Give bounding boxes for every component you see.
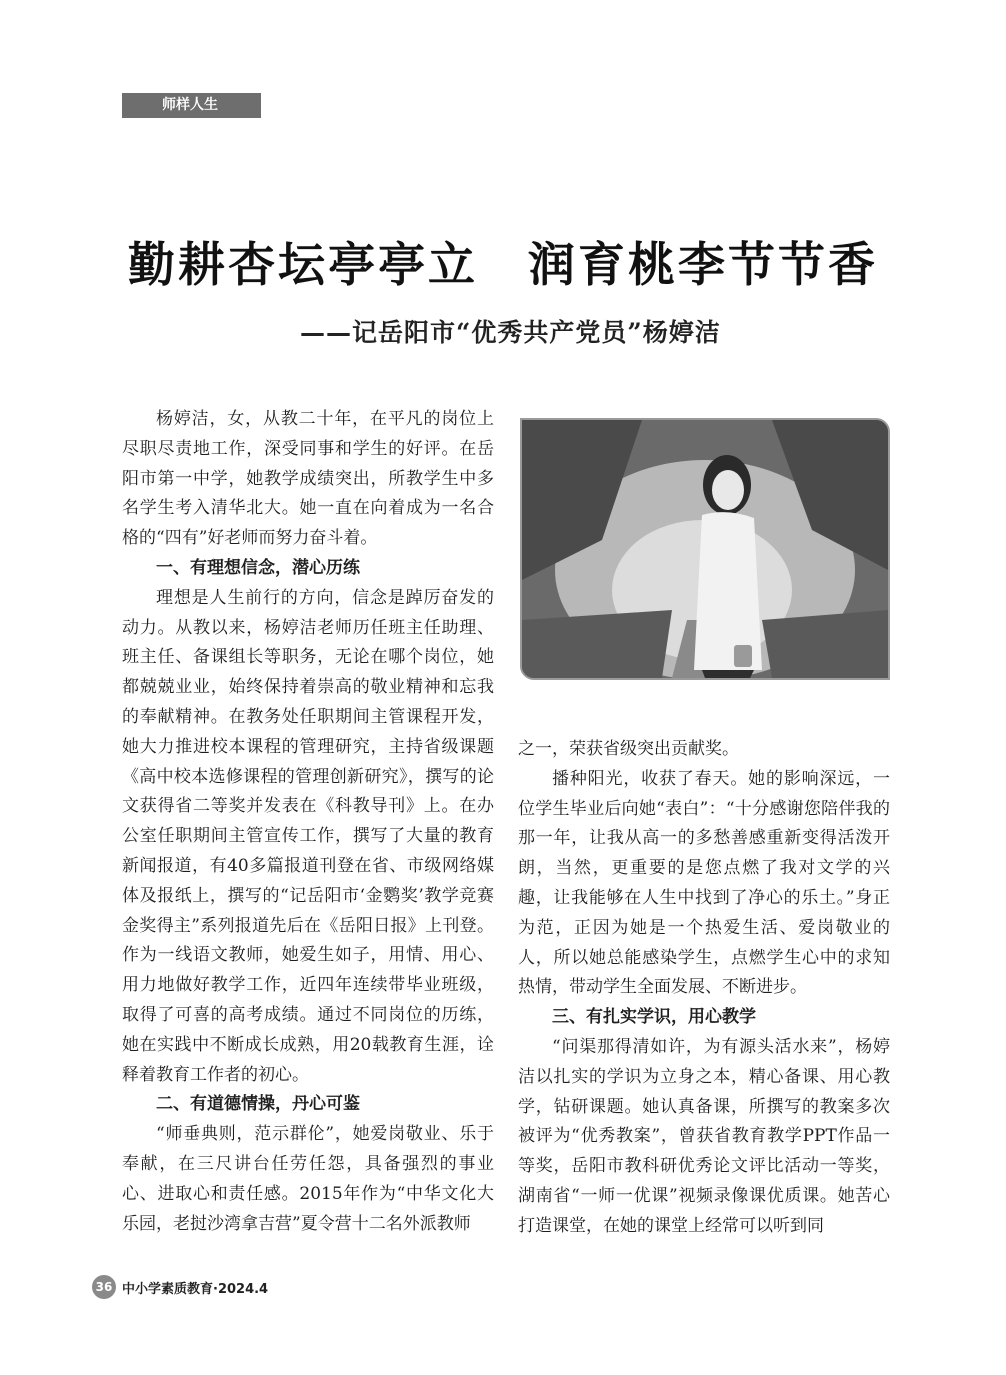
section-3-paragraph: “问渠那得清如许，为有源头活水来”，杨婷洁以扎实的学识为立身之本，精心备课、用心教学，钻研课题。她认真备课，所撰写的教案多次被评为“优秀教案”，曾获省教育教学PPT作品一等奖，岳阳市教科研优秀论文评比活动一等奖，湖南省“一师一优课”视频录像课优质课。她苦心打造课堂，在她的课堂上经常可以听到同 [518, 1036, 890, 1236]
photo-illustration [522, 420, 888, 678]
section-2-paragraph: “师垂典则，范示群伦”，她爱岗敬业、乐于奉献，在三尺讲台任劳任怨，具备强烈的事业心、进取心和责任感。2015年作为“中华文化大乐园，老挝沙湾拿吉营”夏令营十二名外派教师 [122, 1124, 494, 1234]
intro-paragraph: 杨婷洁，女，从教二十年，在平凡的岗位上尽职尽责地工作，深受同事和学生的好评。在岳阳市第一中学，她教学成绩突出，所教学生中多名学生考入清华北大。她一直在向着成为一名合格的“四有”好老师而努力奋斗着。 [122, 409, 494, 549]
section-heading-3: 三、有扎实学识，用心教学 [552, 1007, 756, 1028]
section-tag: 师样人生 [122, 93, 261, 118]
section-1-paragraph: 理想是人生前行的方向，信念是踔厉奋发的动力。从教以来，杨婷洁老师历任班主任助理、班主任、备课组长等职务，无论在哪个岗位，她都兢兢业业，始终保持着崇高的敬业精神和忘我的奉献精神。在教务处任职期间主管课程开发，她大力推进校本课程的管理研究，主持省级课题《高中校本选修课程的管理创新研究》，撰写的论文获得省二等奖并发表在《科教导刊》上。在办公室任职期间主管宣传工作，撰写了大量的教育新闻报道，有40多篇报道刊登在省、市级网络媒体及报纸上，撰写的“记岳阳市‘金鹦奖’教学竞赛金奖得主”系列报道先后在《岳阳日报》上刊登。作为一线语文教师，她爱生如子，用情、用心、用力地做好教学工作，近四年连续带毕业班级，取得了可喜的高考成绩。通过不同岗位的历练，她在实践中不断成长成熟，用20载教育生涯，诠释着教育工作者的初心。 [122, 587, 494, 1085]
portrait-photo [520, 418, 890, 680]
left-column [122, 405, 494, 1239]
journal-name: 中小学素质教育·2024.4 [122, 1281, 269, 1297]
page-number: 36 [92, 1275, 116, 1299]
section-heading-2: 二、有道德情操，丹心可鉴 [156, 1094, 360, 1115]
section-heading-1: 一、有理想信念，潜心历练 [156, 557, 360, 578]
page-footer [92, 1275, 268, 1299]
article-title: 勤耕杏坛亭亭立 润育桃李节节香 [128, 238, 878, 293]
article-subtitle: ——记岳阳市“优秀共产党员”杨婷洁 [300, 318, 721, 347]
section-2-continued: 之一，荣获省级突出贡献奖。 [518, 739, 739, 759]
influence-paragraph: 播种阳光，收获了春天。她的影响深远，一位学生毕业后向她“表白”：“十分感谢您陪伴我的那一年，让我从高一的多愁善感重新变得活泼开朗，当然，更重要的是您点燃了我对文学的兴趣，让我能够在人生中找到了净心的乐土。”身正为范，正因为她是一个热爱生活、爱岗敬业的人，所以她总能感染学生，点燃学生心中的求知热情，带动学生全面发展、不断进步。 [518, 768, 890, 998]
right-column [518, 735, 890, 1242]
